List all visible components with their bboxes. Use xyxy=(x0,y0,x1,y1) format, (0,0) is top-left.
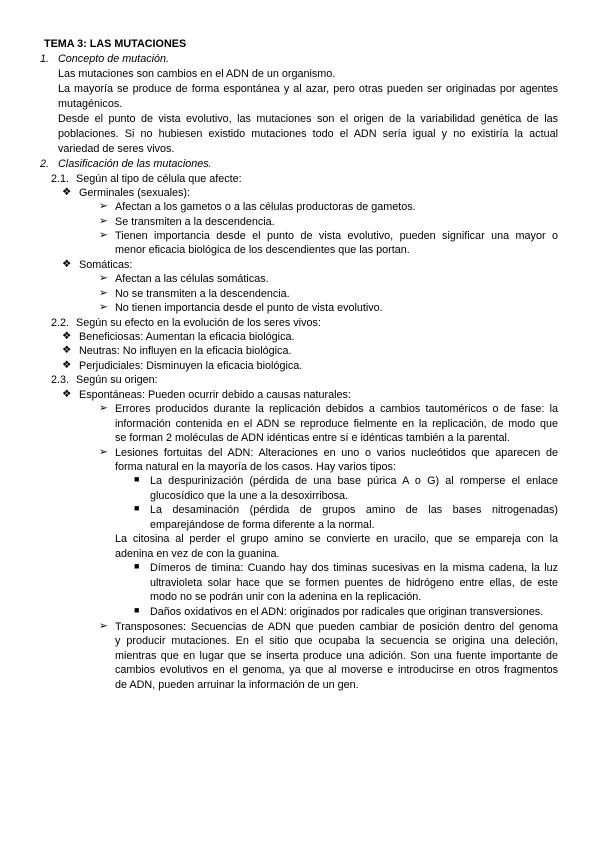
arrow-bullet-icon: ➢ xyxy=(99,215,108,227)
paragraph-line: mutagénicos. xyxy=(58,98,123,110)
despurinizacion-line: La despurinización (pérdida de una base púrica A o G) al romperse el enlace xyxy=(150,475,558,487)
section-2-heading: Clasificación de las mutaciones. xyxy=(58,158,212,170)
errores-line: Errores producidos durante la replicación debidos a cambios tautoméricos o de fase: la xyxy=(115,403,558,415)
diamond-bullet-icon: ❖ xyxy=(62,330,72,342)
effect-item: Neutras: No influyen en la eficacia biológica. xyxy=(79,345,292,357)
despurinizacion-line: glucosídico que la une a la desoxirribosa. xyxy=(150,490,349,502)
transposones-line: mientras que en lugar que se inserta produce una adición. Son una fuente importante de xyxy=(115,650,558,662)
paragraph-line: Desde el punto de vista evolutivo, las mutaciones son el origen de la variabilidad genética de las xyxy=(58,113,558,125)
arrow-bullet-icon: ➢ xyxy=(99,446,108,458)
somaticas-label: Somáticas: xyxy=(79,259,133,271)
desaminacion-line: emparejándose de forma diferente a la normal. xyxy=(150,519,375,531)
errores-line: información contenida en el ADN se reproduce fielmente en la replicación, de modo que xyxy=(115,418,558,430)
germinales-label: Germinales (sexuales): xyxy=(79,187,191,199)
arrow-bullet-icon: ➢ xyxy=(99,287,108,299)
transposones-line: cambios evolutivos en el genoma, ya que al moverse e introducirse en otros fragmentos xyxy=(115,664,558,676)
diamond-bullet-icon: ❖ xyxy=(62,388,72,400)
espontaneas-label: Espontáneas: Pueden ocurrir debido a causas naturales: xyxy=(79,389,351,401)
paragraph-line: variedad de seres vivos. xyxy=(58,143,175,155)
diamond-bullet-icon: ❖ xyxy=(62,186,72,198)
diamond-bullet-icon: ❖ xyxy=(62,359,72,371)
germinales-item: Se transmiten a la descendencia. xyxy=(115,216,275,228)
paragraph-line: poblaciones. Si no hubiesen existido mutaciones todo el ADN sería igual y no existiría la actual xyxy=(58,128,558,140)
transposones-line: Transposones: Secuencias de ADN que pueden cambiar de posición dentro del genoma xyxy=(115,621,558,633)
dimeros-line: ultravioleta solar hace que se formen puentes de hidrógeno entre ellas, de este xyxy=(150,577,558,589)
arrow-bullet-icon: ➢ xyxy=(99,200,108,212)
citosina-line: La citosina al perder el grupo amino se convierte en uracilo, que se empareja con la xyxy=(115,533,558,545)
germinales-item: Tienen importancia desde el punto de vista evolutivo, pueden significar una mayor o xyxy=(115,230,558,242)
section-2-number: 2. xyxy=(40,158,50,170)
citosina-line: adenina en vez de con la guanina. xyxy=(115,548,280,560)
subsection-2-1-number: 2.1. xyxy=(51,173,70,185)
paragraph-line: La mayoría se produce de forma espontánea y al azar, pero otras pueden ser originadas por agentes xyxy=(58,83,558,95)
errores-line: se forman 2 moléculas de ADN idénticas entre sí e idénticas también a la parental. xyxy=(115,432,510,444)
effect-item: Perjudiciales: Disminuyen la eficacia biológica. xyxy=(79,360,303,372)
germinales-item: Afectan a los gametos o a las células productoras de gametos. xyxy=(115,201,416,213)
diamond-bullet-icon: ❖ xyxy=(62,344,72,356)
arrow-bullet-icon: ➢ xyxy=(99,402,108,414)
transposones-line: de ADN, pueden arruinar la información de un gen. xyxy=(115,679,359,691)
germinales-item-continued: menor eficacia biológica de los descendientes que las portan. xyxy=(115,244,410,256)
transposones-line: y producir mutaciones. En el sitio que ocupaba la secuencia se origina una deleción, xyxy=(115,635,558,647)
subsection-2-2-number: 2.2. xyxy=(51,317,70,329)
subsection-2-3-number: 2.3. xyxy=(51,374,70,386)
page-title: TEMA 3: LAS MUTACIONES xyxy=(44,38,187,50)
arrow-bullet-icon: ➢ xyxy=(99,229,108,241)
somaticas-item: No tienen importancia desde el punto de vista evolutivo. xyxy=(115,302,383,314)
effect-item: Beneficiosas: Aumentan la eficacia biológica. xyxy=(79,331,295,343)
section-1-number: 1. xyxy=(40,53,50,65)
arrow-bullet-icon: ➢ xyxy=(99,301,108,313)
arrow-bullet-icon: ➢ xyxy=(99,620,108,632)
diamond-bullet-icon: ❖ xyxy=(62,258,72,270)
paragraph-line: Las mutaciones son cambios en el ADN de un organismo. xyxy=(58,68,336,80)
subsection-2-3-label: Según su origen: xyxy=(76,374,158,386)
subsection-2-2-label: Según su efecto en la evolución de los seres vivos: xyxy=(76,317,321,329)
somaticas-item: Afectan a las células somáticas. xyxy=(115,273,269,285)
danos-oxidativos-line: Daños oxidativos en el ADN: originados por radicales que originan transversiones. xyxy=(150,606,544,618)
somaticas-item: No se transmiten a la descendencia. xyxy=(115,288,290,300)
square-bullet-icon: ■ xyxy=(134,503,140,513)
square-bullet-icon: ■ xyxy=(134,605,140,615)
desaminacion-line: La desaminación (pérdida de grupos amino de las bases nitrogenadas) xyxy=(150,504,558,516)
subsection-2-1-label: Según al tipo de célula que afecte: xyxy=(76,173,242,185)
lesiones-line: forma natural en la mayoría de los casos. Hay varios tipos: xyxy=(115,461,396,473)
square-bullet-icon: ■ xyxy=(134,474,140,484)
lesiones-line: Lesiones fortuitas del ADN: Alteraciones en uno o varios nucleótidos que aparecen de xyxy=(115,447,558,459)
section-1-heading: Concepto de mutación. xyxy=(58,53,170,65)
dimeros-line: Dímeros de timina: Cuando hay dos timinas sucesivas en la misma cadena, la luz xyxy=(150,562,558,574)
arrow-bullet-icon: ➢ xyxy=(99,272,108,284)
square-bullet-icon: ■ xyxy=(134,561,140,571)
dimeros-line: modo no se podrán unir con la adenina en la replicación. xyxy=(150,591,422,603)
